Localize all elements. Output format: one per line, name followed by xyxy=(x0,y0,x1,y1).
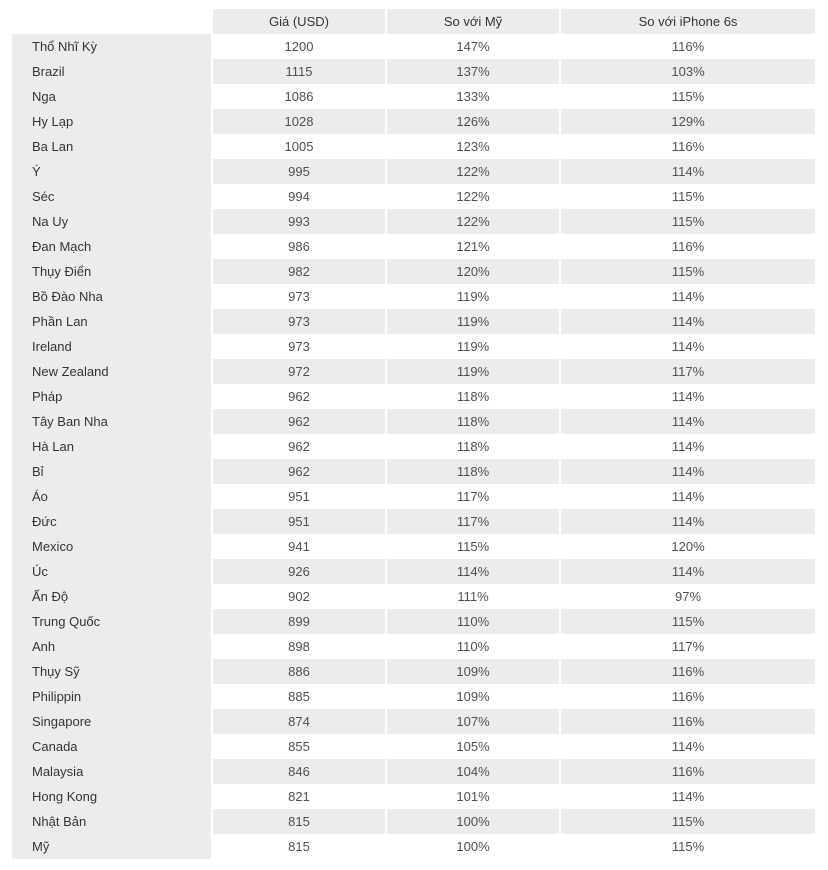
vs-us-cell: 101% xyxy=(385,784,559,809)
table-row xyxy=(12,34,815,59)
country-cell: Thụy Sỹ xyxy=(12,659,211,684)
country-cell: Mỹ xyxy=(12,834,211,859)
vs-us-cell: 118% xyxy=(385,459,559,484)
header-row xyxy=(12,9,815,34)
vs-us-cell: 147% xyxy=(385,34,559,59)
vs-iphone-6s-cell: 117% xyxy=(559,634,815,659)
vs-us-cell: 104% xyxy=(385,759,559,784)
vs-iphone-6s-cell: 114% xyxy=(559,434,815,459)
price-cell: 951 xyxy=(211,509,385,534)
price-cell: 899 xyxy=(211,609,385,634)
table-row xyxy=(12,834,815,859)
vs-us-cell: 122% xyxy=(385,184,559,209)
vs-us-cell: 120% xyxy=(385,259,559,284)
table-row xyxy=(12,234,815,259)
table-row xyxy=(12,684,815,709)
vs-us-cell: 105% xyxy=(385,734,559,759)
vs-iphone-6s-cell: 114% xyxy=(559,409,815,434)
price-cell: 815 xyxy=(211,834,385,859)
vs-us-cell: 107% xyxy=(385,709,559,734)
country-cell: Singapore xyxy=(12,709,211,734)
table-row xyxy=(12,134,815,159)
header-corner xyxy=(12,9,211,34)
vs-us-cell: 123% xyxy=(385,134,559,159)
vs-iphone-6s-cell: 114% xyxy=(559,459,815,484)
vs-us-cell: 110% xyxy=(385,634,559,659)
vs-iphone-6s-cell: 114% xyxy=(559,334,815,359)
country-cell: Ireland xyxy=(12,334,211,359)
price-cell: 941 xyxy=(211,534,385,559)
country-cell: Áo xyxy=(12,484,211,509)
vs-iphone-6s-cell: 103% xyxy=(559,59,815,84)
vs-us-cell: 122% xyxy=(385,209,559,234)
vs-iphone-6s-cell: 115% xyxy=(559,84,815,109)
vs-iphone-6s-cell: 115% xyxy=(559,609,815,634)
price-cell: 995 xyxy=(211,159,385,184)
table-header xyxy=(12,9,815,34)
price-cell: 972 xyxy=(211,359,385,384)
price-cell: 855 xyxy=(211,734,385,759)
vs-us-cell: 133% xyxy=(385,84,559,109)
table-row xyxy=(12,59,815,84)
country-cell: Na Uy xyxy=(12,209,211,234)
price-cell: 815 xyxy=(211,809,385,834)
vs-iphone-6s-cell: 116% xyxy=(559,684,815,709)
table-row xyxy=(12,334,815,359)
country-cell: New Zealand xyxy=(12,359,211,384)
price-comparison-table-wrapper xyxy=(12,9,815,859)
vs-us-cell: 109% xyxy=(385,684,559,709)
price-cell: 973 xyxy=(211,309,385,334)
price-cell: 886 xyxy=(211,659,385,684)
vs-us-cell: 118% xyxy=(385,409,559,434)
country-cell: Úc xyxy=(12,559,211,584)
table-row xyxy=(12,209,815,234)
country-cell: Nhật Bản xyxy=(12,809,211,834)
country-cell: Đức xyxy=(12,509,211,534)
vs-us-cell: 117% xyxy=(385,509,559,534)
vs-iphone-6s-cell: 117% xyxy=(559,359,815,384)
country-cell: Canada xyxy=(12,734,211,759)
vs-us-cell: 110% xyxy=(385,609,559,634)
country-cell: Nga xyxy=(12,84,211,109)
vs-iphone-6s-cell: 115% xyxy=(559,184,815,209)
table-row xyxy=(12,184,815,209)
country-cell: Trung Quốc xyxy=(12,609,211,634)
vs-iphone-6s-cell: 116% xyxy=(559,759,815,784)
table-row xyxy=(12,659,815,684)
price-cell: 926 xyxy=(211,559,385,584)
price-cell: 1086 xyxy=(211,84,385,109)
country-cell: Ba Lan xyxy=(12,134,211,159)
price-cell: 885 xyxy=(211,684,385,709)
vs-iphone-6s-cell: 129% xyxy=(559,109,815,134)
country-cell: Phần Lan xyxy=(12,309,211,334)
table-row xyxy=(12,634,815,659)
country-cell: Ý xyxy=(12,159,211,184)
price-cell: 846 xyxy=(211,759,385,784)
vs-iphone-6s-cell: 115% xyxy=(559,809,815,834)
price-cell: 874 xyxy=(211,709,385,734)
price-cell: 962 xyxy=(211,409,385,434)
vs-us-cell: 118% xyxy=(385,434,559,459)
table-row xyxy=(12,559,815,584)
vs-us-cell: 111% xyxy=(385,584,559,609)
price-cell: 986 xyxy=(211,234,385,259)
price-cell: 973 xyxy=(211,334,385,359)
table-row xyxy=(12,484,815,509)
table-row xyxy=(12,609,815,634)
table-row xyxy=(12,109,815,134)
country-cell: Hà Lan xyxy=(12,434,211,459)
vs-iphone-6s-cell: 116% xyxy=(559,34,815,59)
price-cell: 1028 xyxy=(211,109,385,134)
country-cell: Philippin xyxy=(12,684,211,709)
table-row xyxy=(12,509,815,534)
vs-iphone-6s-cell: 120% xyxy=(559,534,815,559)
table-body xyxy=(12,34,815,859)
country-cell: Brazil xyxy=(12,59,211,84)
table-row xyxy=(12,309,815,334)
country-cell: Séc xyxy=(12,184,211,209)
price-cell: 821 xyxy=(211,784,385,809)
vs-iphone-6s-cell: 114% xyxy=(559,284,815,309)
vs-us-cell: 109% xyxy=(385,659,559,684)
vs-iphone-6s-cell: 114% xyxy=(559,734,815,759)
country-cell: Hong Kong xyxy=(12,784,211,809)
country-cell: Bồ Đào Nha xyxy=(12,284,211,309)
price-cell: 962 xyxy=(211,434,385,459)
vs-iphone-6s-cell: 114% xyxy=(559,784,815,809)
country-cell: Malaysia xyxy=(12,759,211,784)
price-comparison-table xyxy=(12,9,815,859)
price-cell: 973 xyxy=(211,284,385,309)
price-cell: 962 xyxy=(211,459,385,484)
table-row xyxy=(12,409,815,434)
vs-us-cell: 137% xyxy=(385,59,559,84)
price-cell: 962 xyxy=(211,384,385,409)
vs-us-cell: 122% xyxy=(385,159,559,184)
vs-iphone-6s-cell: 114% xyxy=(559,509,815,534)
vs-iphone-6s-cell: 114% xyxy=(559,384,815,409)
country-cell: Đan Mạch xyxy=(12,234,211,259)
price-cell: 994 xyxy=(211,184,385,209)
table-row xyxy=(12,259,815,284)
vs-iphone-6s-cell: 115% xyxy=(559,259,815,284)
table-row xyxy=(12,584,815,609)
vs-us-cell: 100% xyxy=(385,809,559,834)
vs-iphone-6s-cell: 114% xyxy=(559,309,815,334)
vs-us-cell: 118% xyxy=(385,384,559,409)
country-cell: Ấn Độ xyxy=(12,584,211,609)
vs-us-cell: 119% xyxy=(385,359,559,384)
vs-us-cell: 119% xyxy=(385,309,559,334)
vs-us-cell: 114% xyxy=(385,559,559,584)
country-cell: Tây Ban Nha xyxy=(12,409,211,434)
table-row xyxy=(12,534,815,559)
vs-iphone-6s-cell: 97% xyxy=(559,584,815,609)
vs-iphone-6s-cell: 116% xyxy=(559,709,815,734)
table-row xyxy=(12,784,815,809)
header-vs-us: So với Mỹ xyxy=(385,9,559,34)
country-cell: Thụy Điển xyxy=(12,259,211,284)
table-row xyxy=(12,809,815,834)
vs-iphone-6s-cell: 115% xyxy=(559,834,815,859)
country-cell: Pháp xyxy=(12,384,211,409)
price-cell: 1005 xyxy=(211,134,385,159)
vs-iphone-6s-cell: 116% xyxy=(559,659,815,684)
table-row xyxy=(12,709,815,734)
country-cell: Hy Lạp xyxy=(12,109,211,134)
vs-us-cell: 117% xyxy=(385,484,559,509)
header-price: Giá (USD) xyxy=(211,9,385,34)
vs-iphone-6s-cell: 114% xyxy=(559,159,815,184)
vs-us-cell: 100% xyxy=(385,834,559,859)
country-cell: Anh xyxy=(12,634,211,659)
vs-iphone-6s-cell: 115% xyxy=(559,209,815,234)
price-cell: 993 xyxy=(211,209,385,234)
price-cell: 902 xyxy=(211,584,385,609)
price-cell: 982 xyxy=(211,259,385,284)
price-cell: 1200 xyxy=(211,34,385,59)
country-cell: Thổ Nhĩ Kỳ xyxy=(12,34,211,59)
vs-us-cell: 126% xyxy=(385,109,559,134)
vs-us-cell: 121% xyxy=(385,234,559,259)
vs-iphone-6s-cell: 116% xyxy=(559,134,815,159)
table-row xyxy=(12,384,815,409)
vs-us-cell: 115% xyxy=(385,534,559,559)
header-vs-iphone-6s: So với iPhone 6s xyxy=(559,9,815,34)
price-cell: 1115 xyxy=(211,59,385,84)
table-row xyxy=(12,434,815,459)
table-row xyxy=(12,159,815,184)
vs-us-cell: 119% xyxy=(385,284,559,309)
country-cell: Bỉ xyxy=(12,459,211,484)
price-cell: 951 xyxy=(211,484,385,509)
price-cell: 898 xyxy=(211,634,385,659)
vs-us-cell: 119% xyxy=(385,334,559,359)
vs-iphone-6s-cell: 114% xyxy=(559,559,815,584)
table-row xyxy=(12,359,815,384)
table-row xyxy=(12,734,815,759)
table-row xyxy=(12,84,815,109)
vs-iphone-6s-cell: 116% xyxy=(559,234,815,259)
table-row xyxy=(12,759,815,784)
vs-iphone-6s-cell: 114% xyxy=(559,484,815,509)
country-cell: Mexico xyxy=(12,534,211,559)
table-row xyxy=(12,284,815,309)
table-row xyxy=(12,459,815,484)
